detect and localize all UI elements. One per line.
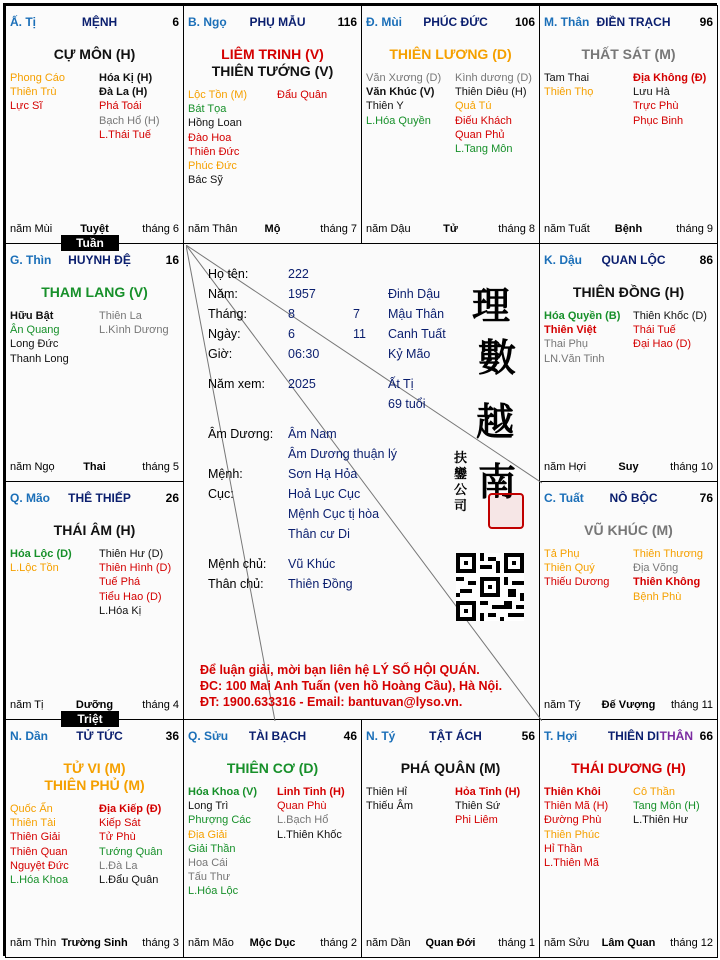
right-star-list <box>277 785 345 842</box>
palace-phase: Dưỡng <box>75 699 114 711</box>
right-star-list <box>633 547 703 604</box>
red-seal-stamp <box>488 493 524 529</box>
main-star: TỬ VI (M) <box>63 760 126 776</box>
palace-header <box>188 15 357 31</box>
main-star: THÁI DƯƠNG (H) <box>571 760 686 776</box>
palace-branch: C. Tuất <box>544 491 584 505</box>
left-star-list <box>366 785 413 813</box>
palace-header <box>188 729 357 745</box>
main-star: THIÊN ĐỒNG (H) <box>572 284 685 300</box>
minor-star: Thiên Giải <box>10 831 61 844</box>
minor-star: Thiên Trù <box>10 86 57 99</box>
minor-star: L.Kình Dương <box>99 324 169 337</box>
minor-star: Thiên Việt <box>544 324 597 337</box>
palace-number: 66 <box>699 729 713 743</box>
palace-header <box>10 729 179 745</box>
triet-marker: Triệt <box>61 711 119 727</box>
minor-star: Địa Kiếp (Đ) <box>99 803 162 815</box>
palace-year: năm Tý <box>544 699 581 711</box>
minor-star: Bác Sỹ <box>188 174 223 187</box>
palace-phase: Thai <box>83 461 106 473</box>
minor-star: Thiên Không <box>633 576 701 589</box>
palace-name: THÊ THIẾP <box>68 491 131 505</box>
than-position: Thân cư Di <box>288 527 350 541</box>
minor-star: Bát Tọa <box>188 103 227 116</box>
palace-month: tháng 7 <box>320 223 357 235</box>
month-lunar-num: 7 <box>353 307 360 321</box>
month-lunar: Mậu Thân <box>388 307 445 321</box>
hour-value: 06:30 <box>288 347 320 361</box>
contact-line-3: ĐT: 1900.633316 - Email: bantuvan@lyso.vn. <box>200 695 463 709</box>
main-star: THIÊN TƯỚNG (V) <box>211 63 334 79</box>
palace-header <box>544 253 713 269</box>
palace-month: tháng 6 <box>142 223 179 235</box>
minor-star: Hóa Khoa (V) <box>188 786 258 798</box>
minor-star: Thiên Diêu (H) <box>455 86 527 99</box>
palace-month: tháng 10 <box>670 461 713 473</box>
palace-footer <box>544 699 713 713</box>
year-solar: 1957 <box>288 287 316 301</box>
minor-star: Địa Không (Đ) <box>633 72 707 84</box>
minor-star: Văn Khúc (V) <box>366 86 435 99</box>
minor-star: Tuế Phá <box>99 576 141 589</box>
right-star-list <box>633 309 707 352</box>
palace-month: tháng 9 <box>676 223 713 235</box>
month-solar: 8 <box>288 307 295 321</box>
minor-star: Thiên Hư (D) <box>99 548 164 560</box>
view-lunar: Ất Tị <box>388 377 414 391</box>
main-star: THIÊN PHỦ (M) <box>44 777 145 793</box>
minor-star: Nguyệt Đức <box>10 859 69 872</box>
palace-ty[interactable] <box>5 5 184 244</box>
minor-star: Thanh Long <box>10 352 69 365</box>
name-value: 222 <box>288 267 309 281</box>
minor-star: Thái Tuế <box>633 324 676 337</box>
minor-star: Thiên Sứ <box>455 800 501 813</box>
day-lunar: Canh Tuất <box>388 327 446 341</box>
yinyang-note: Âm Dương thuận lý <box>288 447 397 461</box>
right-star-list <box>99 71 160 142</box>
minor-star: Thiên Hỉ <box>366 786 407 798</box>
minor-star: Phượng Các <box>188 814 251 827</box>
minor-star: Thiên Đức <box>188 145 240 158</box>
palace-month: tháng 4 <box>142 699 179 711</box>
palace-branch: M. Thân <box>544 15 590 29</box>
palace-phase: Suy <box>618 461 639 473</box>
palace-footer <box>188 223 357 237</box>
palace-name: TỬ TỨC <box>76 729 123 743</box>
right-star-list <box>455 785 520 828</box>
palace-number: 106 <box>514 15 535 29</box>
palace-branch: G. Thìn <box>10 253 52 267</box>
minor-star: Tấu Thư <box>188 871 231 884</box>
menhchu-value: Vũ Khúc <box>288 557 336 571</box>
minor-star: Quả Tú <box>455 100 492 113</box>
minor-star: Linh Tinh (H) <box>277 786 345 798</box>
palace-number: 6 <box>172 15 179 29</box>
left-star-list <box>10 547 72 575</box>
minor-star: L.Thiên Hư <box>633 814 689 827</box>
palace-number: 56 <box>521 729 535 743</box>
chart-center-info <box>186 245 542 721</box>
palace-header <box>10 491 179 507</box>
palace-number: 86 <box>699 253 713 267</box>
palace-branch: Q. Sửu <box>188 729 229 743</box>
minor-star: Tiểu Hao (D) <box>99 590 162 603</box>
right-star-list <box>277 88 327 102</box>
palace-branch: K. Dậu <box>544 253 583 267</box>
minor-star: L.Đẩu Quân <box>99 873 159 886</box>
hour-lunar: Kỷ Mão <box>388 347 431 361</box>
minor-star: Hóa Quyền (B) <box>544 310 621 322</box>
minor-star: Phục Binh <box>633 114 684 127</box>
main-star: CỰ MÔN (H) <box>53 46 136 62</box>
minor-star: Thiếu Âm <box>366 800 414 813</box>
palace-number: 16 <box>165 253 179 267</box>
palace-year: năm Thân <box>188 223 238 235</box>
palace-phase: Quan Đới <box>425 937 476 949</box>
minor-star: Thiên Mã (H) <box>544 800 609 813</box>
minor-star: Hóa Kị (H) <box>99 72 153 84</box>
left-star-list <box>366 71 441 128</box>
minor-star: Hỉ Thần <box>544 842 583 855</box>
minor-star: Tam Thai <box>544 72 590 84</box>
palace-footer <box>366 223 535 237</box>
left-star-list <box>10 309 69 366</box>
minor-star: Tang Môn (H) <box>633 800 700 813</box>
palace-header <box>10 15 179 31</box>
minor-star: Ân Quang <box>10 324 60 337</box>
palace-number: 96 <box>699 15 713 29</box>
left-star-list <box>10 71 65 114</box>
minor-star: Kiếp Sát <box>99 817 141 830</box>
age: 69 tuổi <box>388 397 426 411</box>
palace-year: năm Ngọ <box>10 461 55 473</box>
palace-header <box>366 729 535 745</box>
minor-star: Địa Giải <box>188 828 228 841</box>
palace-mui[interactable] <box>361 5 540 244</box>
main-star: THAM LANG (V) <box>41 284 148 300</box>
main-star: VŨ KHÚC (M) <box>584 522 673 538</box>
palace-name: QUAN LỘC <box>601 253 666 267</box>
palace-header <box>10 253 179 269</box>
palace-year: năm Dậu <box>366 223 411 235</box>
minor-star: Đại Hao (D) <box>633 338 692 351</box>
palace-dan[interactable] <box>5 719 184 958</box>
name-label: Họ tên: <box>208 267 249 281</box>
palace-phase: Đế Vượng <box>601 699 656 711</box>
minor-star: Lộc Tồn (M) <box>188 89 248 101</box>
palace-number: 36 <box>165 729 179 743</box>
left-star-list <box>188 785 257 899</box>
yinyang-label: Âm Dương: <box>208 427 274 441</box>
minor-star: Hỏa Tinh (H) <box>455 786 521 798</box>
right-star-list <box>99 802 163 887</box>
palace-month: tháng 11 <box>670 699 713 711</box>
palace-phase: Tử <box>443 223 458 235</box>
minor-star: Quốc Ấn <box>10 803 53 815</box>
palace-ty2[interactable] <box>361 719 540 958</box>
main-star: THẤT SÁT (M) <box>581 46 676 62</box>
palace-year: năm Thìn <box>10 937 57 949</box>
minor-star: Tử Phù <box>99 831 136 844</box>
palace-mao[interactable] <box>5 481 184 720</box>
left-star-list <box>544 547 609 590</box>
palace-phase: Mộc Dục <box>249 937 296 949</box>
palace-phase: Bệnh <box>614 223 643 235</box>
minor-star: Kình dương (D) <box>455 72 532 84</box>
minor-star: Long Đức <box>10 338 59 351</box>
palace-phase: Trường Sinh <box>61 937 128 949</box>
minor-star: Cô Thần <box>633 786 675 798</box>
palace-branch: Q. Mão <box>10 491 51 505</box>
palace-month: tháng 12 <box>670 937 713 949</box>
palace-name: NÔ BỘC <box>609 491 658 505</box>
contact-line-2: ĐC: 100 Mai Anh Tuấn (ven hồ Hoàng Cầu), Hà Nội. <box>200 679 503 693</box>
tuan-marker: Tuần <box>61 235 119 251</box>
cuc-value: Hoả Lục Cục <box>288 487 361 501</box>
day-lunar-num: 11 <box>353 327 366 341</box>
minor-star: Thai Phụ <box>544 338 589 351</box>
main-star: THIÊN LƯƠNG (D) <box>389 46 512 62</box>
minor-star: Thiên Hình (D) <box>99 562 172 575</box>
palace-name: MỆNH <box>81 15 118 29</box>
minor-star: Thiếu Dương <box>544 576 610 589</box>
main-star: PHÁ QUÂN (M) <box>400 760 501 776</box>
main-star: THÁI ÂM (H) <box>53 522 136 538</box>
palace-branch: Ấ. Tị <box>10 15 36 29</box>
main-star: THIÊN CƠ (D) <box>226 760 319 776</box>
palace-header <box>544 491 713 507</box>
astrology-chart <box>3 3 717 956</box>
day-solar: 6 <box>288 327 295 341</box>
minor-star: Lưu Hà <box>633 86 670 99</box>
palace-hoi[interactable] <box>539 719 718 958</box>
minor-star: Phúc Đức <box>188 159 237 172</box>
palace-footer <box>10 461 179 475</box>
minor-star: Quan Phủ <box>455 128 505 141</box>
palace-ngo[interactable] <box>183 5 362 244</box>
minor-star: L.Hóa Kị <box>99 604 142 617</box>
palace-branch: N. Tý <box>366 729 396 743</box>
view-year-label: Năm xem: <box>208 377 265 391</box>
minor-star: Lực Sĩ <box>10 100 43 113</box>
left-star-list <box>544 785 608 870</box>
palace-number: 46 <box>343 729 357 743</box>
left-star-list <box>544 309 620 366</box>
minor-star: Hóa Lộc (D) <box>10 548 72 560</box>
minor-star: L.Hóa Lộc <box>188 885 239 898</box>
palace-header <box>544 729 713 745</box>
palace-footer <box>188 937 357 951</box>
palace-name: PHÚC ĐỨC <box>423 15 488 29</box>
palace-tuat[interactable] <box>539 481 718 720</box>
palace-header <box>366 15 535 31</box>
palace-name: TẬT ÁCH <box>429 729 482 743</box>
menhchu-label: Mệnh chủ: <box>208 557 267 571</box>
minor-star: L.Bạch Hổ <box>277 814 329 827</box>
minor-star: Thiên Thọ <box>544 86 594 99</box>
right-star-list <box>455 71 532 156</box>
right-star-list <box>633 785 700 828</box>
calligraphy-char-4: 南 <box>478 459 517 504</box>
palace-number: 116 <box>337 15 357 29</box>
palace-footer <box>544 937 713 951</box>
palace-branch: T. Hợi <box>544 729 578 743</box>
palace-year: năm Hợi <box>544 461 587 473</box>
minor-star: LN.Văn Tinh <box>544 352 605 365</box>
minor-star: Phong Cáo <box>10 72 66 84</box>
menh-value: Sơn Hạ Hỏa <box>288 467 358 481</box>
minor-star: Thiên Khốc (D) <box>633 310 707 322</box>
calligraphy-char-3: 越 <box>476 399 515 444</box>
calligraphy-char-1: 理 <box>472 283 511 328</box>
minor-star: Thiên Phúc <box>544 828 600 841</box>
minor-star: Phá Toái <box>99 100 142 113</box>
palace-year: năm Tị <box>10 699 44 711</box>
palace-month: tháng 2 <box>320 937 357 949</box>
minor-star: Tả Phụ <box>544 548 580 560</box>
palace-year: năm Mão <box>188 937 234 949</box>
palace-month: tháng 5 <box>142 461 179 473</box>
palace-number: 76 <box>699 491 713 505</box>
minor-star: L.Thiên Khốc <box>277 828 342 841</box>
palace-footer <box>544 461 713 475</box>
left-star-list <box>10 802 69 887</box>
palace-thin[interactable] <box>5 243 184 482</box>
palace-number: 26 <box>165 491 179 505</box>
left-star-list <box>544 71 593 99</box>
minor-star: Đà La (H) <box>99 86 148 99</box>
minor-star: Hữu Bật <box>10 310 54 322</box>
palace-month: tháng 3 <box>142 937 179 949</box>
minor-star: Thiên La <box>99 310 142 322</box>
palace-month: tháng 8 <box>498 223 535 235</box>
minor-star: L.Hóa Khoa <box>10 873 69 886</box>
minor-star: Thiên Y <box>366 100 404 113</box>
palace-branch: B. Ngọ <box>188 15 227 29</box>
minor-star: Hồng Loan <box>188 117 242 130</box>
minor-star: Văn Xương (D) <box>366 72 442 84</box>
view-year: 2025 <box>288 377 316 391</box>
calligraphy-char-2: 數 <box>478 335 517 380</box>
palace-month: tháng 1 <box>498 937 535 949</box>
left-star-list <box>188 88 247 187</box>
day-label: Ngày: <box>208 327 241 341</box>
qr-code <box>456 553 524 621</box>
minor-star: Đào Hoa <box>188 131 232 144</box>
palace-name: TÀI BẠCH <box>248 729 307 743</box>
minor-star: Tướng Quân <box>99 845 163 858</box>
minor-star: L.Lộc Tồn <box>10 562 59 575</box>
palace-name: THIÊN DI <box>607 729 660 743</box>
palace-dau[interactable] <box>539 243 718 482</box>
minor-star: Thiên Tài <box>10 817 56 830</box>
minor-star: Thiên Thương <box>633 548 704 560</box>
minor-star: L.Đà La <box>99 859 138 872</box>
contact-line-1: Để luận giải, mời bạn liên hệ LÝ SỐ HỘI QUÁN. <box>200 663 480 677</box>
menh-label: Mệnh: <box>208 467 243 481</box>
palace-phase: Lâm Quan <box>601 937 656 949</box>
minor-star: Trực Phù <box>633 100 679 113</box>
minor-star: Long Trì <box>188 800 229 813</box>
palace-name: HUYNH ĐỆ <box>68 253 131 267</box>
palace-footer <box>10 937 179 951</box>
palace-name: PHỤ MẪU <box>249 15 306 29</box>
minor-star: L.Tang Môn <box>455 142 513 155</box>
palace-than-label: THÂN <box>659 729 693 743</box>
year-label: Năm: <box>208 287 238 301</box>
palace-year: năm Mùi <box>10 223 53 235</box>
main-star: LIÊM TRINH (V) <box>221 46 324 62</box>
minor-star: Bệnh Phù <box>633 590 682 603</box>
minor-star: L.Thái Tuế <box>99 128 151 141</box>
minor-star: Quan Phù <box>277 800 327 813</box>
palace-branch: Đ. Mùi <box>366 15 402 29</box>
minor-star: Địa Võng <box>633 562 679 575</box>
palace-than[interactable] <box>539 5 718 244</box>
minor-star: Thiên Quý <box>544 562 595 575</box>
palace-phase: Mộ <box>264 223 281 235</box>
minor-star: L.Hóa Quyền <box>366 114 431 127</box>
month-label: Tháng: <box>208 307 247 321</box>
palace-year: năm Dần <box>366 937 411 949</box>
minor-star: Điếu Khách <box>455 114 512 127</box>
minor-star: Thiên Quan <box>10 845 68 858</box>
year-lunar: Đinh Dậu <box>388 287 441 301</box>
thanchu-label: Thân chủ: <box>208 577 264 591</box>
palace-phase: Tuyệt <box>80 223 109 235</box>
minor-star: Đường Phù <box>544 814 602 827</box>
palace-suu[interactable] <box>183 719 362 958</box>
minor-star: Bạch Hổ (H) <box>99 114 160 127</box>
seal-text: 扶鑾公司 <box>454 451 468 514</box>
minor-star: Phi Liêm <box>455 814 498 827</box>
minor-star: Thiên Khôi <box>544 786 601 798</box>
hour-label: Giờ: <box>208 347 233 361</box>
minor-star: Hoa Cái <box>188 856 228 869</box>
right-star-list <box>99 309 169 337</box>
minor-star: Giải Thần <box>188 842 236 855</box>
palace-year: năm Tuất <box>544 223 590 235</box>
thanchu-value: Thiên Đồng <box>288 577 353 591</box>
right-star-list <box>99 547 171 618</box>
cuc-note: Mệnh Cục tị hòa <box>288 507 380 521</box>
palace-year: năm Sửu <box>544 937 590 949</box>
yinyang-value: Âm Nam <box>288 427 337 441</box>
palace-header <box>544 15 713 31</box>
minor-star: L.Thiên Mã <box>544 856 600 869</box>
palace-footer <box>366 937 535 951</box>
palace-branch: N. Dần <box>10 729 49 743</box>
minor-star: Đẩu Quân <box>277 89 328 101</box>
right-star-list <box>633 71 706 128</box>
palace-name: ĐIỀN TRẠCH <box>596 15 671 29</box>
cuc-label: Cục: <box>208 487 234 501</box>
palace-footer <box>544 223 713 237</box>
